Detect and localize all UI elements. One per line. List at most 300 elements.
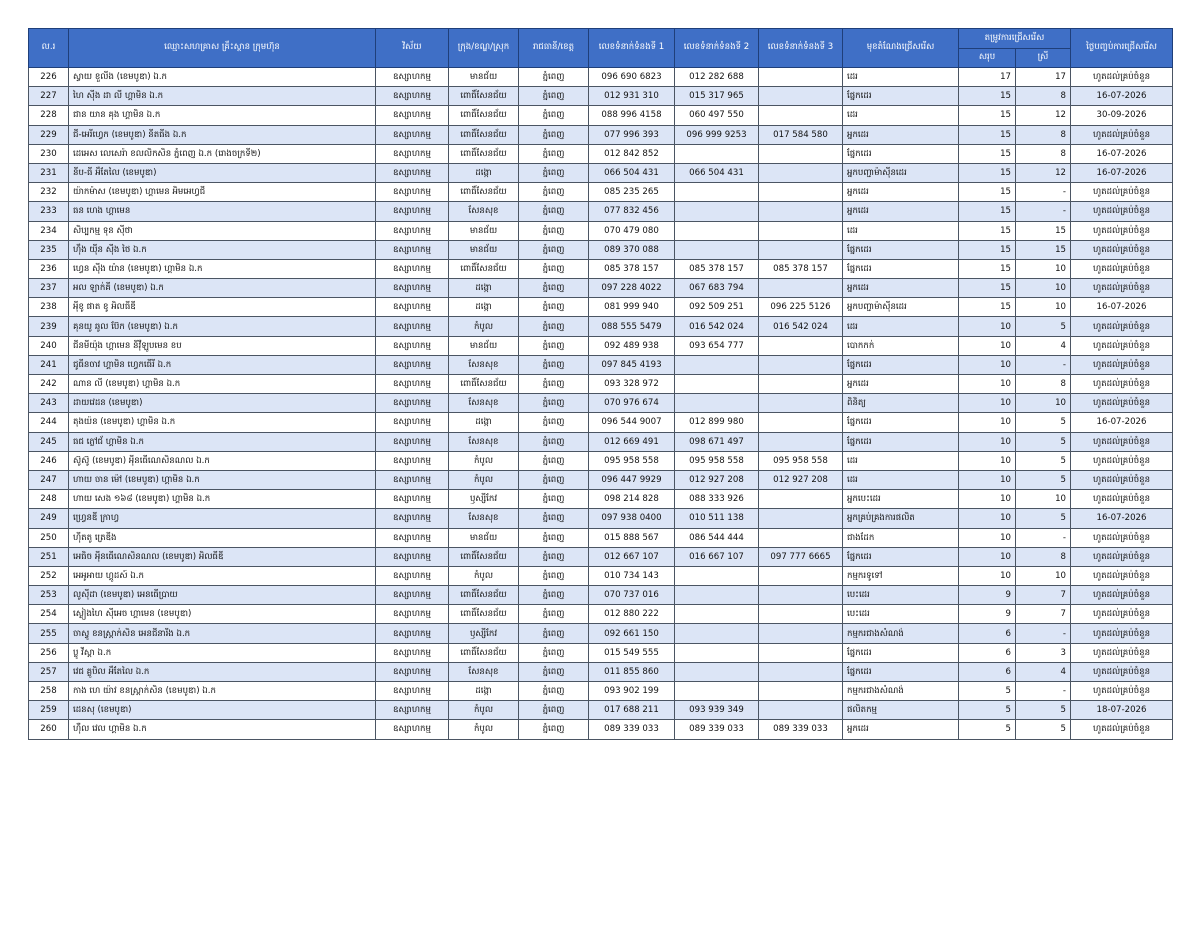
phone-1-cell: 012 667 107 [589,547,675,566]
province-cell: ភ្នំពេញ [519,259,589,278]
header-province: រាជធានី/ខេត្ត [519,29,589,68]
total-count-cell: 15 [959,221,1016,240]
phone-2-cell: 093 654 777 [675,336,759,355]
phone-3-cell [759,394,843,413]
female-count-cell: 5 [1016,413,1071,432]
deadline-cell: ហូតដល់គ្រប់ចំនួន [1071,125,1173,144]
position-cell: ដេរ [843,68,959,87]
deadline-cell: ហូតដល់គ្រប់ចំនួន [1071,240,1173,259]
company-name-cell: អល ឡាក់គី (ខេមបូឌា) ឯ.ក [69,279,376,298]
female-count-cell: 10 [1016,394,1071,413]
district-cell: ពោធិ៍សែនជ័យ [449,375,519,394]
phone-3-cell [759,605,843,624]
district-cell: សែនសុខ [449,509,519,528]
sector-cell: ឧស្សាហកម្ម [376,221,449,240]
header-no: ល.រ [29,29,69,68]
female-count-cell: - [1016,183,1071,202]
district-cell: ដង្កោ [449,682,519,701]
district-cell: កំបូល [449,470,519,489]
total-count-cell: 5 [959,720,1016,739]
female-count-cell: 12 [1016,163,1071,182]
deadline-cell: ហូតដល់គ្រប់ចំនួន [1071,605,1173,624]
sector-cell: ឧស្សាហកម្ម [376,547,449,566]
table-row [29,394,1173,413]
phone-2-cell: 012 927 208 [675,470,759,489]
phone-1-cell: 095 958 558 [589,451,675,470]
row-number-cell: 244 [29,413,69,432]
row-number-cell: 255 [29,624,69,643]
deadline-cell: 16-07-2026 [1071,144,1173,163]
phone-2-cell [675,662,759,681]
phone-1-cell: 012 880 222 [589,605,675,624]
total-count-cell: 15 [959,202,1016,221]
female-count-cell: 5 [1016,432,1071,451]
sector-cell: ឧស្សាហកម្ម [376,566,449,585]
total-count-cell: 9 [959,586,1016,605]
female-count-cell: 4 [1016,336,1071,355]
district-cell: ដង្កោ [449,163,519,182]
province-cell: ភ្នំពេញ [519,586,589,605]
female-count-cell: 10 [1016,490,1071,509]
table-row [29,279,1173,298]
total-count-cell: 15 [959,163,1016,182]
position-cell: ជាងដែក [843,528,959,547]
female-count-cell: 5 [1016,470,1071,489]
phone-3-cell [759,221,843,240]
province-cell: ភ្នំពេញ [519,298,589,317]
deadline-cell: ហូតដល់គ្រប់ចំនួន [1071,470,1173,489]
female-count-cell: 7 [1016,586,1071,605]
sector-cell: ឧស្សាហកម្ម [376,144,449,163]
province-cell: ភ្នំពេញ [519,509,589,528]
phone-3-cell [759,375,843,394]
position-cell: អ្នកដេរ [843,720,959,739]
province-cell: ភ្នំពេញ [519,240,589,259]
company-name-cell: ហ៊ឹង យ៉ីន ស៊ីង ថៃ ឯ.ក [69,240,376,259]
phone-1-cell: 011 855 860 [589,662,675,681]
female-count-cell: 15 [1016,240,1071,259]
phone-1-cell: 066 504 431 [589,163,675,182]
phone-3-cell [759,279,843,298]
district-cell: ពោធិ៍សែនជ័យ [449,547,519,566]
phone-3-cell: 017 584 580 [759,125,843,144]
district-cell: ដង្កោ [449,279,519,298]
phone-1-cell: 088 996 4158 [589,106,675,125]
table-row [29,259,1173,278]
position-cell: អ្នកបញ្ជាម៉ាស៊ីនដេរ [843,163,959,182]
phone-1-cell: 096 690 6823 [589,68,675,87]
position-cell: ផ្នែកដេរ [843,413,959,432]
phone-3-cell [759,586,843,605]
phone-1-cell: 093 328 972 [589,375,675,394]
female-count-cell: 8 [1016,375,1071,394]
phone-3-cell [759,68,843,87]
table-row [29,605,1173,624]
province-cell: ភ្នំពេញ [519,355,589,374]
female-count-cell: 3 [1016,643,1071,662]
deadline-cell: ហូតដល់គ្រប់ចំនួន [1071,662,1173,681]
phone-3-cell [759,682,843,701]
company-name-cell: ប្លូ វីស្តា ឯ.ក [69,643,376,662]
province-cell: ភ្នំពេញ [519,394,589,413]
female-count-cell: 10 [1016,566,1071,585]
sector-cell: ឧស្សាហកម្ម [376,413,449,432]
phone-1-cell: 097 845 4193 [589,355,675,374]
district-cell: កំបូល [449,317,519,336]
phone-3-cell [759,355,843,374]
position-cell: ផ្នែកដេរ [843,662,959,681]
phone-3-cell: 097 777 6665 [759,547,843,566]
phone-2-cell: 095 958 558 [675,451,759,470]
province-cell: ភ្នំពេញ [519,643,589,662]
deadline-cell: ហូតដល់គ្រប់ចំនួន [1071,317,1173,336]
phone-2-cell: 067 683 794 [675,279,759,298]
phone-1-cell: 089 339 033 [589,720,675,739]
company-name-cell: អេធិច អុីនធើណេសិនណល (ខេមបូឌា) អិលធីឌី [69,547,376,566]
total-count-cell: 6 [959,643,1016,662]
female-count-cell: 17 [1016,68,1071,87]
district-cell: ពោធិ៍សែនជ័យ [449,183,519,202]
total-count-cell: 5 [959,682,1016,701]
phone-2-cell: 012 899 980 [675,413,759,432]
sector-cell: ឧស្សាហកម្ម [376,643,449,662]
header-phone-3: លេខទំនាក់ទំនងទី 3 [759,29,843,68]
phone-1-cell: 070 479 080 [589,221,675,240]
position-cell: អ្នកបញ្ជាម៉ាស៊ីនដេរ [843,298,959,317]
total-count-cell: 5 [959,701,1016,720]
province-cell: ភ្នំពេញ [519,68,589,87]
female-count-cell: - [1016,682,1071,701]
sector-cell: ឧស្សាហកម្ម [376,279,449,298]
row-number-cell: 241 [29,355,69,374]
table-row [29,317,1173,336]
company-name-cell: ហ៊ីតតូ ត្រេឌីង [69,528,376,547]
district-cell: ដង្កោ [449,298,519,317]
province-cell: ភ្នំពេញ [519,183,589,202]
phone-3-cell [759,509,843,528]
row-number-cell: 259 [29,701,69,720]
company-name-cell: ហ៊ឺល វេល ហ្គាមិន ឯ.ក [69,720,376,739]
phone-1-cell: 070 737 016 [589,586,675,605]
deadline-cell: 16-07-2026 [1071,163,1173,182]
sector-cell: ឧស្សាហកម្ម [376,662,449,681]
sector-cell: ឧស្សាហកម្ម [376,240,449,259]
table-row [29,375,1173,394]
female-count-cell: 8 [1016,144,1071,163]
phone-2-cell [675,624,759,643]
position-cell: អ្នកបេះដេរ [843,490,959,509]
total-count-cell: 10 [959,451,1016,470]
table-row [29,413,1173,432]
row-number-cell: 231 [29,163,69,182]
header-recruitment-need: តម្រូវការជ្រើសរើស [959,29,1071,49]
female-count-cell: 5 [1016,701,1071,720]
total-count-cell: 15 [959,279,1016,298]
position-cell: ផ្នែកដេរ [843,432,959,451]
header-position: មុខតំណែងជ្រើសរើស [843,29,959,68]
total-count-cell: 10 [959,528,1016,547]
district-cell: មានជ័យ [449,68,519,87]
position-cell: ដេរ [843,470,959,489]
female-count-cell: 5 [1016,451,1071,470]
row-number-cell: 246 [29,451,69,470]
total-count-cell: 10 [959,566,1016,585]
province-cell: ភ្នំពេញ [519,662,589,681]
phone-1-cell: 096 544 9007 [589,413,675,432]
sector-cell: ឧស្សាហកម្ម [376,68,449,87]
province-cell: ភ្នំពេញ [519,682,589,701]
table-row [29,183,1173,202]
phone-1-cell: 089 370 088 [589,240,675,259]
table-row [29,163,1173,182]
phone-3-cell [759,701,843,720]
phone-1-cell: 010 734 143 [589,566,675,585]
row-number-cell: 240 [29,336,69,355]
province-cell: ភ្នំពេញ [519,720,589,739]
deadline-cell: ហូតដល់គ្រប់ចំនួន [1071,279,1173,298]
position-cell: ផ្នែកដេរ [843,355,959,374]
female-count-cell: 4 [1016,662,1071,681]
company-name-cell: ដេអេស លេសេរ៉ា ខលលិកសិន ភ្នំពេញ ឯ.ក (រោងចក្រទី២) [69,144,376,163]
phone-2-cell [675,643,759,662]
deadline-cell: ហូតដល់គ្រប់ចំនួន [1071,202,1173,221]
deadline-cell: ហូតដល់គ្រប់ចំនួន [1071,528,1173,547]
deadline-cell: ហូតដល់គ្រប់ចំនួន [1071,720,1173,739]
district-cell: ឫស្សីកែវ [449,490,519,509]
company-name-cell: ជាន យាន គុង ហ្គាមិន ឯ.ក [69,106,376,125]
header-sector: វិស័យ [376,29,449,68]
position-cell: បេះដេរ [843,586,959,605]
sector-cell: ឧស្សាហកម្ម [376,259,449,278]
total-count-cell: 15 [959,298,1016,317]
phone-2-cell [675,566,759,585]
phone-3-cell [759,87,843,106]
sector-cell: ឧស្សាហកម្ម [376,528,449,547]
province-cell: ភ្នំពេញ [519,470,589,489]
row-number-cell: 232 [29,183,69,202]
table-row [29,624,1173,643]
phone-2-cell: 088 333 926 [675,490,759,509]
deadline-cell: ហូតដល់គ្រប់ចំនួន [1071,624,1173,643]
sector-cell: ឧស្សាហកម្ម [376,470,449,489]
deadline-cell: ហូតដល់គ្រប់ចំនួន [1071,336,1173,355]
female-count-cell: 10 [1016,259,1071,278]
total-count-cell: 10 [959,547,1016,566]
position-cell: ដេរ [843,451,959,470]
province-cell: ភ្នំពេញ [519,624,589,643]
total-count-cell: 15 [959,125,1016,144]
deadline-cell: ហូតដល់គ្រប់ចំនួន [1071,586,1173,605]
phone-1-cell: 097 228 4022 [589,279,675,298]
company-name-cell: ជីនមីយ៉ុង ហ្គាមេន នីវ៉ឺឡូបមេន ខប [69,336,376,355]
phone-1-cell: 088 555 5479 [589,317,675,336]
phone-2-cell: 012 282 688 [675,68,759,87]
district-cell: សែនសុខ [449,355,519,374]
table-row [29,643,1173,662]
district-cell: សែនសុខ [449,662,519,681]
phone-2-cell [675,375,759,394]
sector-cell: ឧស្សាហកម្ម [376,355,449,374]
position-cell: ផ្នែកដេរ [843,240,959,259]
sector-cell: ឧស្សាហកម្ម [376,432,449,451]
table-row [29,470,1173,489]
phone-1-cell: 015 549 555 [589,643,675,662]
table-row [29,528,1173,547]
position-cell: ផ្នែកដេរ [843,643,959,662]
table-row [29,547,1173,566]
district-cell: សែនសុខ [449,202,519,221]
company-name-cell: ធន ហេង ហ្គាមេន [69,202,376,221]
position-cell: ដេរ [843,106,959,125]
district-cell: មានជ័យ [449,221,519,240]
phone-3-cell [759,144,843,163]
district-cell: មានជ័យ [449,240,519,259]
total-count-cell: 10 [959,432,1016,451]
deadline-cell: ហូតដល់គ្រប់ចំនួន [1071,566,1173,585]
female-count-cell: 10 [1016,298,1071,317]
phone-2-cell [675,355,759,374]
phone-3-cell [759,163,843,182]
header-company: ឈ្មោះសហគ្រាស គ្រឹះស្ថាន ក្រុមហ៊ុន [69,29,376,68]
position-cell: អ្នកគ្រប់គ្រងការផលិត [843,509,959,528]
province-cell: ភ្នំពេញ [519,413,589,432]
table-row [29,432,1173,451]
position-cell: អ្នកដេរ [843,279,959,298]
phone-1-cell: 012 842 852 [589,144,675,163]
district-cell: ពោធិ៍សែនជ័យ [449,605,519,624]
deadline-cell: ហូតដល់គ្រប់ចំនួន [1071,490,1173,509]
position-cell: ផ្នែកដេរ [843,259,959,278]
row-number-cell: 229 [29,125,69,144]
phone-1-cell: 092 489 938 [589,336,675,355]
phone-2-cell: 066 504 431 [675,163,759,182]
phone-3-cell [759,490,843,509]
sector-cell: ឧស្សាហកម្ម [376,451,449,470]
position-cell: បេះដេរ [843,605,959,624]
female-count-cell: - [1016,624,1071,643]
sector-cell: ឧស្សាហកម្ម [376,720,449,739]
phone-1-cell: 077 996 393 [589,125,675,144]
header-deadline: ថ្ងៃបញ្ចប់ការជ្រើសរើស [1071,29,1173,68]
phone-3-cell [759,643,843,662]
female-count-cell: 15 [1016,221,1071,240]
total-count-cell: 15 [959,240,1016,259]
deadline-cell: ហូតដល់គ្រប់ចំនួន [1071,451,1173,470]
company-name-cell: ស្ងៀងហៃ ស៊ីអេច ហ្គាមេន (ខេមបូឌា) [69,605,376,624]
deadline-cell: 16-07-2026 [1071,413,1173,432]
total-count-cell: 15 [959,144,1016,163]
phone-3-cell [759,528,843,547]
phone-1-cell: 097 938 0400 [589,509,675,528]
district-cell: ពោធិ៍សែនជ័យ [449,106,519,125]
row-number-cell: 236 [29,259,69,278]
deadline-cell: ហូតដល់គ្រប់ចំនួន [1071,394,1173,413]
company-name-cell: សិប្បកម្ម ទុន ស៊ីថា [69,221,376,240]
total-count-cell: 10 [959,317,1016,336]
row-number-cell: 252 [29,566,69,585]
total-count-cell: 10 [959,375,1016,394]
sector-cell: ឧស្សាហកម្ម [376,586,449,605]
district-cell: មានជ័យ [449,336,519,355]
district-cell: ដង្កោ [449,413,519,432]
table-row [29,490,1173,509]
table-row [29,106,1173,125]
phone-3-cell [759,240,843,259]
row-number-cell: 239 [29,317,69,336]
sector-cell: ឧស្សាហកម្ម [376,509,449,528]
company-name-cell: ជូធីនចាវ ហ្គាមិន ហ្វេកធើរី ឯ.ក [69,355,376,374]
table-row [29,662,1173,681]
province-cell: ភ្នំពេញ [519,701,589,720]
province-cell: ភ្នំពេញ [519,163,589,182]
deadline-cell: ហូតដល់គ្រប់ចំនួន [1071,355,1173,374]
table-row [29,701,1173,720]
district-cell: កំបូល [449,566,519,585]
job-vacancy-table [28,28,1173,740]
company-name-cell: វេជ គ្លូបិល អឹតែលៃ ឯ.ក [69,662,376,681]
deadline-cell: ហូតដល់គ្រប់ចំនួន [1071,221,1173,240]
phone-1-cell: 098 214 828 [589,490,675,509]
female-count-cell: 12 [1016,106,1071,125]
district-cell: កំបូល [449,451,519,470]
position-cell: ពិនិត្យ [843,394,959,413]
phone-2-cell [675,605,759,624]
total-count-cell: 6 [959,662,1016,681]
phone-1-cell: 093 902 199 [589,682,675,701]
row-number-cell: 237 [29,279,69,298]
table-row [29,336,1173,355]
phone-1-cell: 085 235 265 [589,183,675,202]
total-count-cell: 10 [959,394,1016,413]
header-phone-2: លេខទំនាក់ទំនងទី 2 [675,29,759,68]
province-cell: ភ្នំពេញ [519,528,589,547]
total-count-cell: 15 [959,87,1016,106]
phone-3-cell: 012 927 208 [759,470,843,489]
position-cell: កម្មករជាងសំណង់ [843,624,959,643]
phone-3-cell: 095 958 558 [759,451,843,470]
female-count-cell: 7 [1016,605,1071,624]
phone-2-cell: 085 378 157 [675,259,759,278]
position-cell: បោកកក់ [843,336,959,355]
position-cell: អ្នកដេរ [843,125,959,144]
total-count-cell: 15 [959,106,1016,125]
table-row [29,566,1173,585]
company-name-cell: ស៊ូស៊ូ (ខេមបូឌា) អុីនធើណេសិនណល ឯ.ក [69,451,376,470]
female-count-cell: 8 [1016,125,1071,144]
phone-3-cell: 089 339 033 [759,720,843,739]
row-number-cell: 228 [29,106,69,125]
phone-2-cell: 016 542 024 [675,317,759,336]
sector-cell: ឧស្សាហកម្ម [376,202,449,221]
phone-3-cell: 096 225 5126 [759,298,843,317]
row-number-cell: 249 [29,509,69,528]
sector-cell: ឧស្សាហកម្ម [376,336,449,355]
total-count-cell: 10 [959,470,1016,489]
company-name-cell: គុនយូ ឆូល ប៊ែក (ខេមបូឌា) ឯ.ក [69,317,376,336]
company-name-cell: ជី-អេរីហ្វេក (ខេមបូឌា) នីតធីង ឯ.ក [69,125,376,144]
phone-2-cell [675,183,759,202]
female-count-cell: 10 [1016,279,1071,298]
row-number-cell: 254 [29,605,69,624]
position-cell: ផ្នែកដេរ [843,547,959,566]
phone-1-cell: 096 447 9929 [589,470,675,489]
district-cell: សែនសុខ [449,394,519,413]
total-count-cell: 17 [959,68,1016,87]
phone-2-cell: 086 544 444 [675,528,759,547]
total-count-cell: 9 [959,605,1016,624]
table-row [29,144,1173,163]
district-cell: កំបូល [449,701,519,720]
